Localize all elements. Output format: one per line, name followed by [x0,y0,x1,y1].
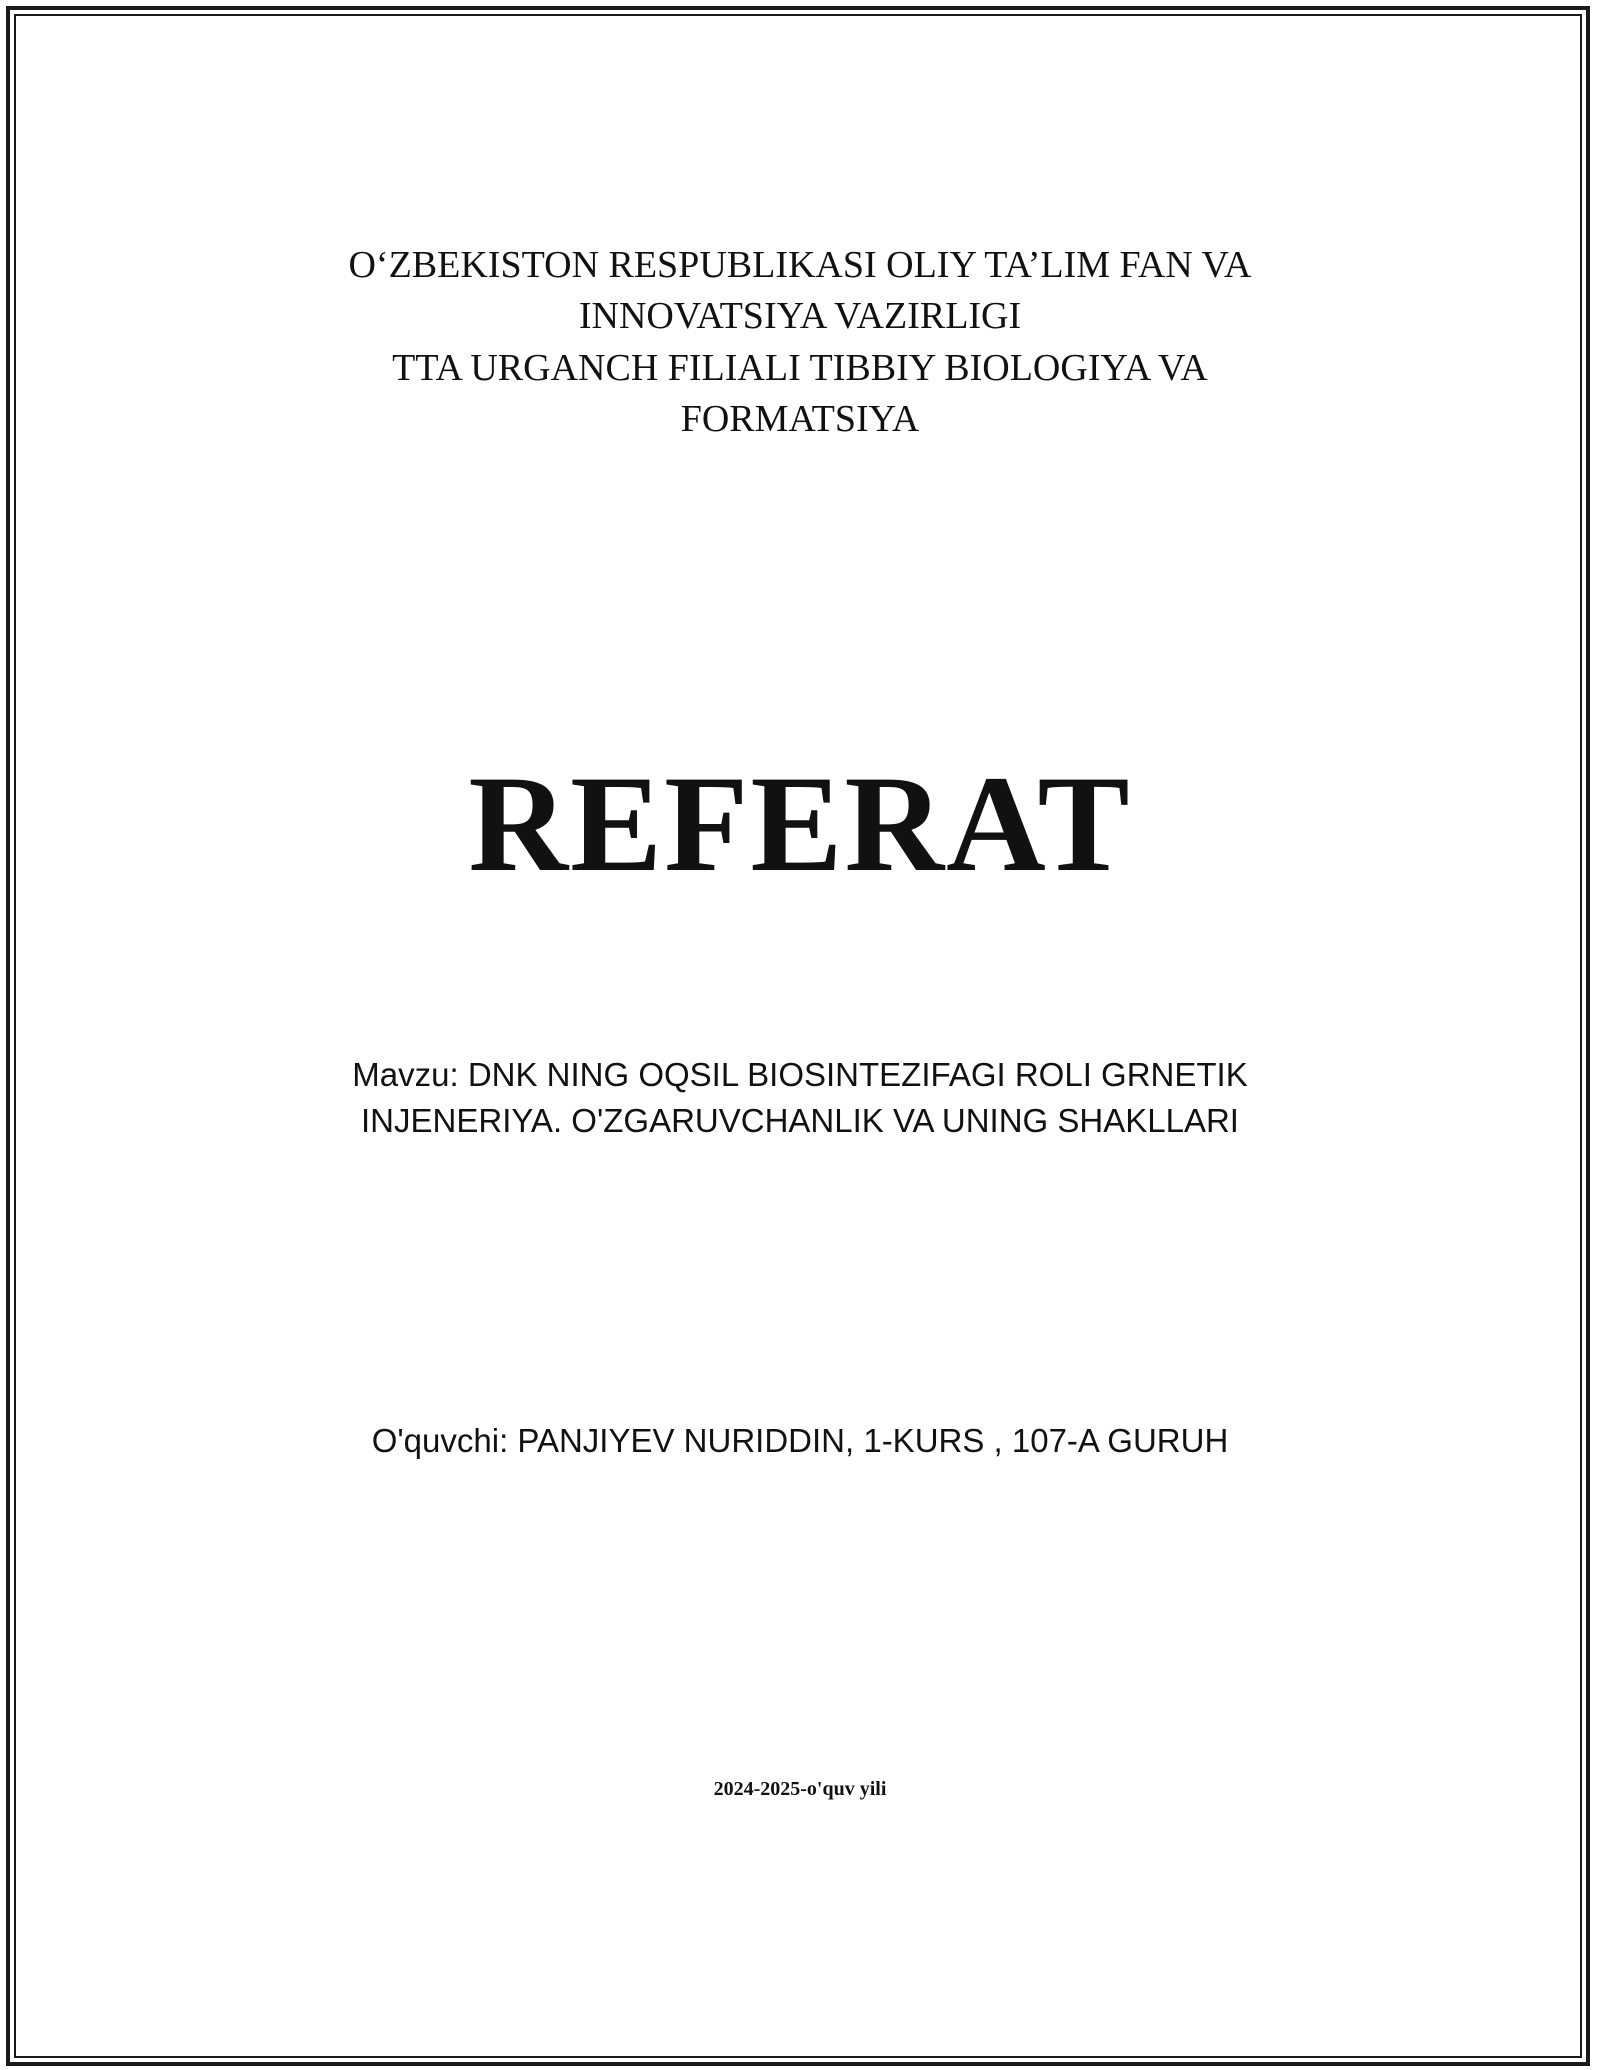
topic-line: Mavzu: DNK NING OQSIL BIOSINTEZIFAGI ROLI GRNETIK [352,1056,1248,1093]
topic-line: INJENERIYA. O'ZGARUVCHANLIK VA UNING SHAKLLARI [361,1102,1239,1140]
institution-header [0,240,1600,445]
header-line: TTA URGANCH FILIALI TIBBIY BIOLOGIYA VA [392,346,1208,389]
student-info: O'quvchi: PANJIYEV NURIDDIN, 1-KURS , 107-A GURUH [371,1422,1229,1459]
header-line: O‘ZBEKISTON RESPUBLIKASI OLIY TA’LIM FAN VA [348,244,1252,286]
document-title: REFERAT [468,747,1132,900]
header-line: FORMATSIYA [680,397,920,440]
academic-year: 2024-2025-o'quv yili [713,1778,887,1800]
topic [0,1052,1600,1144]
header-line: INNOVATSIYA VAZIRLIGI [578,295,1022,338]
